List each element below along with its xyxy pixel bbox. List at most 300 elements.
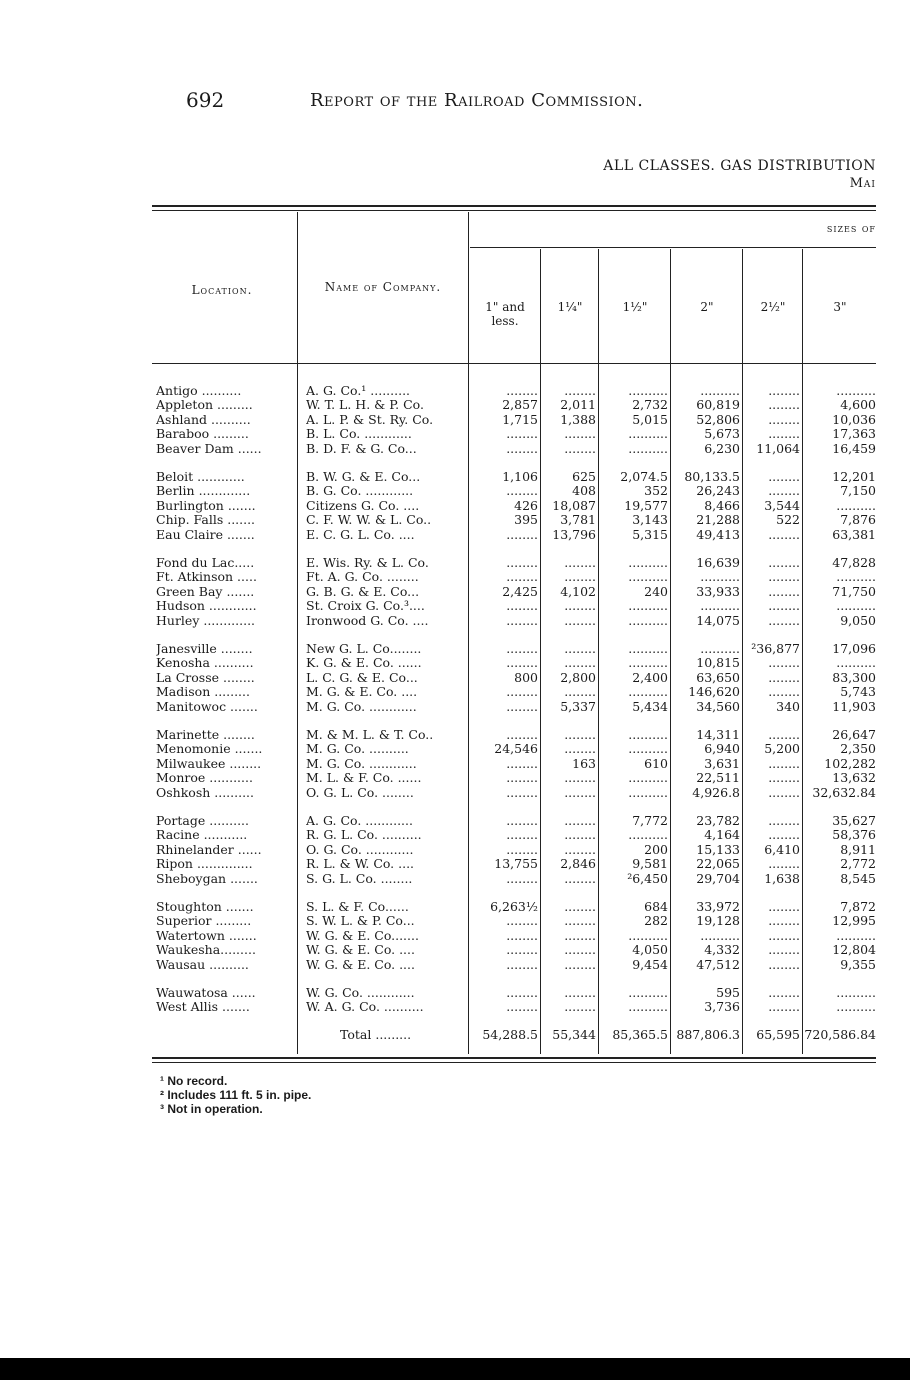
row-value-size-2: 5,337 — [560, 699, 596, 714]
row-value-size-3: 2,732 — [632, 398, 668, 413]
row-value-size-1: ........ — [506, 756, 538, 771]
row-location: Ashland .......... — [156, 412, 251, 427]
row-location: Fond du Lac..... — [156, 556, 255, 570]
row-location: Wauwatosa ...... — [156, 986, 256, 1000]
total-value-size-1: 54,288.5 — [482, 1028, 538, 1042]
row-value-size-1: ........ — [506, 484, 538, 499]
row-value-size-1: ........ — [506, 943, 538, 958]
row-location: Janesville ........ — [156, 642, 253, 656]
row-value-size-1: ........ — [506, 871, 538, 886]
row-location: Stoughton ....... — [156, 900, 254, 914]
row-company: A. G. Co.¹ .......... — [306, 384, 411, 398]
row-value-size-1: ........ — [506, 556, 538, 570]
row-value-size-1: ........ — [506, 570, 538, 585]
row-value-size-5: ........ — [768, 599, 800, 614]
row-company: St. Croix G. Co.³.... — [306, 599, 425, 614]
row-value-size-4: 47,512 — [696, 957, 740, 972]
row-location: Hurley ............. — [156, 613, 256, 628]
row-location: Oshkosh .......... — [156, 785, 254, 800]
row-value-size-3: 19,577 — [624, 498, 668, 513]
row-value-size-5: ........ — [768, 914, 800, 929]
row-value-size-5: 522 — [776, 513, 800, 528]
row-value-size-2: ........ — [564, 570, 596, 585]
row-value-size-3: 5,434 — [632, 699, 668, 714]
row-value-size-3: 2,400 — [632, 670, 668, 685]
row-value-size-1: ........ — [506, 842, 538, 857]
row-value-size-6: 83,300 — [832, 670, 876, 685]
row-value-size-4: 19,128 — [696, 914, 740, 929]
page-number: 692 — [186, 88, 225, 112]
row-value-size-3: .......... — [628, 685, 668, 700]
total-value-size-5: 65,595 — [756, 1028, 800, 1042]
row-value-size-6: .......... — [836, 570, 876, 585]
row-value-size-1: 426 — [514, 498, 538, 513]
header-bottom-rule — [152, 363, 876, 364]
row-value-size-5: 1,638 — [764, 871, 800, 886]
row-company: B. W. G. & E. Co... — [306, 470, 421, 484]
row-company: L. C. G. & E. Co... — [306, 670, 418, 685]
column-header-location: Location. — [191, 283, 253, 297]
row-value-size-5: ........ — [768, 527, 800, 542]
row-value-size-5: ........ — [768, 943, 800, 958]
column-divider-sizes — [468, 212, 469, 1054]
row-value-size-3: .......... — [628, 1000, 668, 1015]
row-value-size-4: 34,560 — [696, 699, 740, 714]
row-value-size-1: ........ — [506, 613, 538, 628]
row-value-size-2: ........ — [564, 384, 596, 398]
row-value-size-4: 4,332 — [704, 943, 740, 958]
row-value-size-5: 11,064 — [756, 441, 800, 456]
row-location: Marinette ........ — [156, 728, 255, 742]
row-location: Beaver Dam ...... — [156, 441, 262, 456]
row-value-size-5: ........ — [768, 613, 800, 628]
row-location: Ft. Atkinson ..... — [156, 570, 257, 585]
row-value-size-5: ........ — [768, 556, 800, 570]
row-value-size-6: .......... — [836, 986, 876, 1000]
row-value-size-4: 80,133.5 — [684, 470, 740, 484]
row-company: E. C. G. L. Co. .... — [306, 527, 415, 542]
row-value-size-5: ........ — [768, 900, 800, 914]
row-value-size-3: 3,143 — [632, 513, 668, 528]
row-value-size-1: 6,263½ — [490, 900, 538, 914]
column-divider-5 — [802, 249, 803, 1054]
row-value-size-2: ........ — [564, 1000, 596, 1015]
row-value-size-2: 2,011 — [560, 398, 596, 413]
row-value-size-5: 5,200 — [764, 742, 800, 757]
row-value-size-6: 10,036 — [832, 412, 876, 427]
row-company: W. G. & E. Co. .... — [306, 957, 415, 972]
row-value-size-1: ........ — [506, 699, 538, 714]
row-value-size-5: ........ — [768, 785, 800, 800]
row-value-size-6: 58,376 — [832, 828, 876, 843]
row-value-size-6: .......... — [836, 656, 876, 671]
row-company: A. G. Co. ............ — [306, 814, 413, 828]
row-value-size-3: 5,015 — [632, 412, 668, 427]
row-value-size-1: 1,106 — [502, 470, 538, 484]
row-value-size-3: .......... — [628, 986, 668, 1000]
row-company: C. F. W. W. & L. Co.. — [306, 513, 432, 528]
row-value-size-6: 32,632.84 — [812, 785, 876, 800]
row-value-size-2: ........ — [564, 785, 596, 800]
row-value-size-2: ........ — [564, 599, 596, 614]
row-company: M. G. & E. Co. .... — [306, 685, 418, 700]
row-value-size-6: 12,995 — [832, 914, 876, 929]
row-value-size-3: .......... — [628, 828, 668, 843]
row-company: M. L. & F. Co. ...... — [306, 771, 422, 786]
row-value-size-4: 3,631 — [704, 756, 740, 771]
column-header-size-1: 1" and less. — [485, 300, 525, 328]
row-value-size-6: 102,282 — [824, 756, 876, 771]
column-header-size-5: 2½" — [760, 300, 786, 314]
row-value-size-2: ........ — [564, 914, 596, 929]
row-value-size-2: 2,800 — [560, 670, 596, 685]
row-value-size-6: 12,201 — [832, 470, 876, 484]
table-heading: ALL CLASSES. GAS DISTRIBUTION — [603, 158, 876, 174]
row-value-size-2: ........ — [564, 771, 596, 786]
row-value-size-4: 146,620 — [688, 685, 740, 700]
row-location: Hudson ............ — [156, 599, 257, 614]
row-value-size-5: ........ — [768, 670, 800, 685]
row-value-size-2: ........ — [564, 685, 596, 700]
row-company: O. G. L. Co. ........ — [306, 785, 414, 800]
row-value-size-4: .......... — [700, 570, 740, 585]
row-location: Superior ......... — [156, 914, 252, 929]
row-value-size-6: .......... — [836, 1000, 876, 1015]
row-value-size-5: ........ — [768, 728, 800, 742]
row-value-size-2: 163 — [572, 756, 596, 771]
row-location: Madison ......... — [156, 685, 250, 700]
row-company: W. T. L. H. & P. Co. — [306, 398, 424, 413]
table-top-rule — [152, 205, 876, 207]
row-value-size-1: ........ — [506, 771, 538, 786]
row-value-size-5: 340 — [776, 699, 800, 714]
scan-edge-bar — [0, 1358, 910, 1380]
row-value-size-4: 5,673 — [704, 427, 740, 442]
row-value-size-6: 5,743 — [840, 685, 876, 700]
row-value-size-3: 240 — [644, 584, 668, 599]
row-value-size-3: .......... — [628, 599, 668, 614]
row-value-size-4: .......... — [700, 928, 740, 943]
row-value-size-5: ........ — [768, 470, 800, 484]
row-value-size-3: 7,772 — [632, 814, 668, 828]
row-value-size-3: 5,315 — [632, 527, 668, 542]
row-value-size-1: ........ — [506, 828, 538, 843]
row-value-size-3: 684 — [644, 900, 668, 914]
row-value-size-1: 13,755 — [494, 857, 538, 872]
row-value-size-2: 2,846 — [560, 857, 596, 872]
row-value-size-6: 17,096 — [832, 642, 876, 656]
row-value-size-4: 60,819 — [696, 398, 740, 413]
row-value-size-6: 26,647 — [832, 728, 876, 742]
row-value-size-2: 13,796 — [552, 527, 596, 542]
total-label: Total ......... — [340, 1028, 412, 1042]
row-company: Ironwood G. Co. .... — [306, 613, 429, 628]
row-value-size-5: ........ — [768, 656, 800, 671]
row-value-size-4: .......... — [700, 642, 740, 656]
row-value-size-1: 1,715 — [502, 412, 538, 427]
row-location: Racine ........... — [156, 828, 248, 843]
row-value-size-2: 408 — [572, 484, 596, 499]
row-value-size-1: ........ — [506, 527, 538, 542]
table-subheading: Mai — [849, 176, 876, 191]
row-value-size-2: ........ — [564, 828, 596, 843]
row-location: West Allis ....... — [156, 1000, 250, 1015]
total-value-size-2: 55,344 — [552, 1028, 596, 1042]
row-company: M. G. Co. ............ — [306, 756, 417, 771]
row-company: K. G. & E. Co. ...... — [306, 656, 422, 671]
row-company: R. L. & W. Co. .... — [306, 857, 415, 872]
row-value-size-6: 7,150 — [840, 484, 876, 499]
row-value-size-5: ........ — [768, 756, 800, 771]
row-company: B. G. Co. ............ — [306, 484, 414, 499]
row-location: Milwaukee ........ — [156, 756, 262, 771]
row-value-size-2: ........ — [564, 842, 596, 857]
row-value-size-6: 2,350 — [840, 742, 876, 757]
row-value-size-6: 8,545 — [840, 871, 876, 886]
column-header-size-2: 1¼" — [557, 300, 583, 314]
row-value-size-2: ........ — [564, 613, 596, 628]
row-location: Watertown ....... — [156, 928, 257, 943]
row-value-size-3: .......... — [628, 427, 668, 442]
row-value-size-3: 9,454 — [632, 957, 668, 972]
running-head: Report of the Railroad Commission. — [310, 90, 644, 111]
row-value-size-1: 395 — [514, 513, 538, 528]
row-value-size-6: 9,050 — [840, 613, 876, 628]
row-value-size-6: 13,632 — [832, 771, 876, 786]
row-value-size-4: 49,413 — [696, 527, 740, 542]
row-location: Ripon .............. — [156, 857, 253, 872]
row-value-size-5: ........ — [768, 570, 800, 585]
table-bottom-rule-inner — [152, 1062, 876, 1063]
row-value-size-3: 200 — [644, 842, 668, 857]
row-value-size-5: ........ — [768, 828, 800, 843]
row-location: Baraboo ......... — [156, 427, 249, 442]
row-value-size-3: .......... — [628, 771, 668, 786]
row-value-size-6: .......... — [836, 928, 876, 943]
row-value-size-1: ........ — [506, 785, 538, 800]
column-divider-2 — [598, 249, 599, 1054]
row-value-size-1: ........ — [506, 928, 538, 943]
row-value-size-4: 33,933 — [696, 584, 740, 599]
row-company: S. W. L. & P. Co... — [306, 914, 415, 929]
row-value-size-4: 4,926.8 — [692, 785, 740, 800]
row-location: Portage .......... — [156, 814, 249, 828]
row-value-size-6: 4,600 — [840, 398, 876, 413]
row-value-size-5: ........ — [768, 584, 800, 599]
row-value-size-2: ........ — [564, 427, 596, 442]
row-value-size-5: ........ — [768, 384, 800, 398]
row-value-size-2: ........ — [564, 900, 596, 914]
row-company: G. B. G. & E. Co... — [306, 584, 420, 599]
row-location: Waukesha......... — [156, 943, 256, 958]
row-company: M. G. Co. ............ — [306, 699, 417, 714]
row-value-size-4: 52,806 — [696, 412, 740, 427]
row-value-size-1: ........ — [506, 914, 538, 929]
row-value-size-1: ........ — [506, 728, 538, 742]
row-value-size-3: .......... — [628, 570, 668, 585]
footnote-2: ² Includes 111 ft. 5 in. pipe. — [160, 1088, 312, 1102]
row-value-size-6: 2,772 — [840, 857, 876, 872]
row-value-size-5: ........ — [768, 928, 800, 943]
row-value-size-6: 8,911 — [840, 842, 876, 857]
row-location: Eau Claire ....... — [156, 527, 255, 542]
row-location: Manitowoc ....... — [156, 699, 258, 714]
row-value-size-5: ²36,877 — [751, 642, 800, 656]
row-location: Sheboygan ....... — [156, 871, 258, 886]
row-company: Citizens G. Co. .... — [306, 498, 420, 513]
table-bottom-rule — [152, 1057, 876, 1059]
row-company: E. Wis. Ry. & L. Co. — [306, 556, 429, 570]
row-value-size-1: ........ — [506, 986, 538, 1000]
row-value-size-3: .......... — [628, 742, 668, 757]
row-location: Antigo .......... — [156, 384, 242, 398]
row-company: R. G. L. Co. .......... — [306, 828, 422, 843]
total-value-size-6: 720,586.84 — [804, 1028, 876, 1042]
row-company: W. G. & E. Co....... — [306, 928, 419, 943]
row-value-size-5: 3,544 — [764, 498, 800, 513]
row-location: Chip. Falls ....... — [156, 513, 256, 528]
row-company: B. L. Co. ............ — [306, 427, 412, 442]
row-value-size-2: 18,087 — [552, 498, 596, 513]
row-value-size-2: ........ — [564, 556, 596, 570]
row-location: Berlin ............. — [156, 484, 251, 499]
row-location: La Crosse ........ — [156, 670, 255, 685]
row-value-size-2: ........ — [564, 986, 596, 1000]
row-value-size-1: 24,546 — [494, 742, 538, 757]
footnote-3: ³ Not in operation. — [160, 1102, 263, 1116]
row-value-size-2: 4,102 — [560, 584, 596, 599]
row-value-size-4: 33,972 — [696, 900, 740, 914]
row-value-size-2: ........ — [564, 957, 596, 972]
row-company: M. G. Co. .......... — [306, 742, 409, 757]
row-company: B. D. F. & G. Co... — [306, 441, 417, 456]
row-value-size-6: 7,872 — [840, 900, 876, 914]
row-value-size-1: ........ — [506, 642, 538, 656]
row-value-size-1: 2,857 — [502, 398, 538, 413]
total-value-size-3: 85,365.5 — [612, 1028, 668, 1042]
row-value-size-3: 9,581 — [632, 857, 668, 872]
row-value-size-3: 610 — [644, 756, 668, 771]
row-value-size-4: 21,288 — [696, 513, 740, 528]
row-value-size-4: .......... — [700, 384, 740, 398]
row-company: New G. L. Co........ — [306, 642, 422, 656]
column-header-size-6: 3" — [833, 300, 847, 314]
row-value-size-1: ........ — [506, 656, 538, 671]
row-value-size-3: .......... — [628, 642, 668, 656]
row-value-size-4: 3,736 — [704, 1000, 740, 1015]
row-value-size-3: 352 — [644, 484, 668, 499]
column-header-size-3: 1½" — [622, 300, 648, 314]
row-value-size-1: ........ — [506, 957, 538, 972]
row-value-size-5: ........ — [768, 427, 800, 442]
row-value-size-3: .......... — [628, 384, 668, 398]
row-value-size-5: ........ — [768, 1000, 800, 1015]
row-value-size-6: 63,381 — [832, 527, 876, 542]
row-value-size-5: ........ — [768, 957, 800, 972]
row-value-size-3: .......... — [628, 556, 668, 570]
row-value-size-4: 595 — [716, 986, 740, 1000]
row-value-size-5: ........ — [768, 484, 800, 499]
row-value-size-1: ........ — [506, 441, 538, 456]
row-company: W. A. G. Co. .......... — [306, 1000, 424, 1015]
row-location: Kenosha .......... — [156, 656, 254, 671]
row-value-size-3: .......... — [628, 656, 668, 671]
row-value-size-5: ........ — [768, 412, 800, 427]
row-value-size-6: 17,363 — [832, 427, 876, 442]
row-location: Rhinelander ...... — [156, 842, 262, 857]
row-value-size-6: .......... — [836, 498, 876, 513]
row-value-size-2: ........ — [564, 728, 596, 742]
row-value-size-4: 10,815 — [696, 656, 740, 671]
row-value-size-1: 800 — [514, 670, 538, 685]
row-value-size-2: ........ — [564, 441, 596, 456]
row-value-size-5: ........ — [768, 814, 800, 828]
row-company: S. L. & F. Co...... — [306, 900, 409, 914]
row-value-size-2: 3,781 — [560, 513, 596, 528]
row-value-size-2: ........ — [564, 814, 596, 828]
row-value-size-2: 1,388 — [560, 412, 596, 427]
column-divider-company — [297, 212, 298, 1054]
row-value-size-5: ........ — [768, 398, 800, 413]
row-value-size-3: .......... — [628, 613, 668, 628]
table-top-rule-inner — [152, 210, 876, 211]
row-value-size-1: ........ — [506, 599, 538, 614]
row-value-size-3: 4,050 — [632, 943, 668, 958]
row-value-size-5: ........ — [768, 685, 800, 700]
column-divider-3 — [670, 249, 671, 1054]
row-value-size-4: 14,075 — [696, 613, 740, 628]
row-value-size-1: ........ — [506, 384, 538, 398]
row-value-size-3: ²6,450 — [627, 871, 668, 886]
row-value-size-1: 2,425 — [502, 584, 538, 599]
sizes-group-rule — [470, 247, 876, 248]
row-value-size-3: 2,074.5 — [620, 470, 668, 484]
row-value-size-1: ........ — [506, 427, 538, 442]
row-location: Green Bay ....... — [156, 584, 255, 599]
row-value-size-4: 16,639 — [696, 556, 740, 570]
row-value-size-4: 6,940 — [704, 742, 740, 757]
column-header-size-4: 2" — [700, 300, 714, 314]
row-value-size-1: ........ — [506, 1000, 538, 1015]
row-value-size-6: .......... — [836, 599, 876, 614]
row-value-size-2: ........ — [564, 871, 596, 886]
row-value-size-1: ........ — [506, 814, 538, 828]
row-value-size-2: ........ — [564, 928, 596, 943]
row-company: W. G. Co. ............ — [306, 986, 415, 1000]
row-value-size-4: 22,511 — [696, 771, 740, 786]
row-value-size-5: ........ — [768, 857, 800, 872]
row-value-size-2: ........ — [564, 742, 596, 757]
row-value-size-5: 6,410 — [764, 842, 800, 857]
row-value-size-2: ........ — [564, 943, 596, 958]
row-value-size-6: 71,750 — [832, 584, 876, 599]
footnote-1: ¹ No record. — [160, 1074, 228, 1088]
row-location: Beloit ............ — [156, 470, 245, 484]
row-value-size-4: 14,311 — [696, 728, 740, 742]
row-value-size-2: ........ — [564, 656, 596, 671]
row-value-size-4: 6,230 — [704, 441, 740, 456]
row-value-size-4: 26,243 — [696, 484, 740, 499]
row-value-size-4: 15,133 — [696, 842, 740, 857]
row-value-size-5: ........ — [768, 771, 800, 786]
column-divider-1 — [540, 249, 541, 1054]
row-value-size-4: 4,164 — [704, 828, 740, 843]
row-value-size-4: 29,704 — [696, 871, 740, 886]
row-location: Burlington ....... — [156, 498, 256, 513]
row-value-size-6: 12,804 — [832, 943, 876, 958]
row-value-size-6: 9,355 — [840, 957, 876, 972]
row-value-size-3: .......... — [628, 728, 668, 742]
